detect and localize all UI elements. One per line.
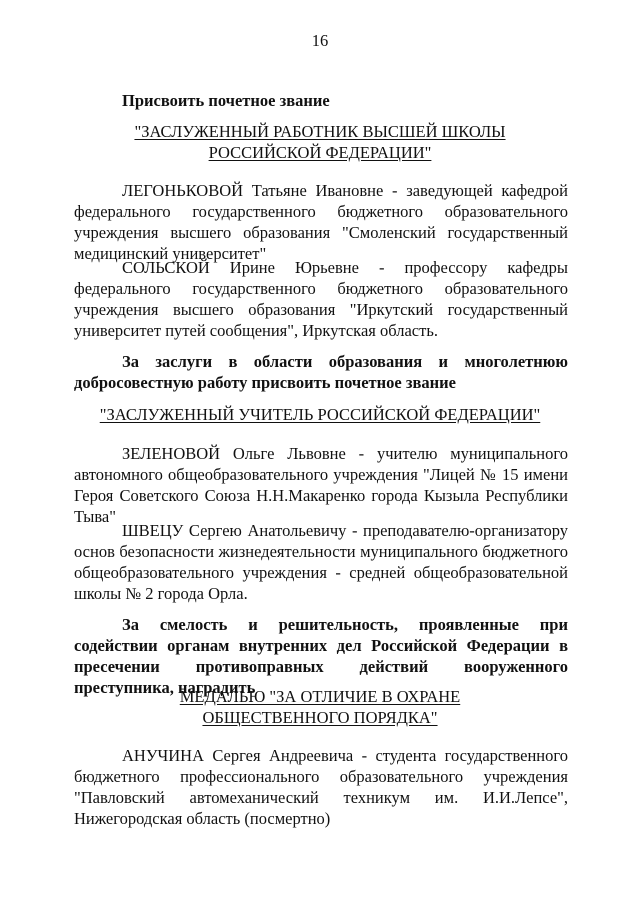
section2-paragraph2: ШВЕЦУ Сергею Анатольевичу - преподавателю-организатору основ безопасности жизнедеятельности муниципального бюджетного общеобразовательного учреждения - средней общеобразовательной школы № 2 города Орла. <box>74 521 568 603</box>
section2-title: "ЗАСЛУЖЕННЫЙ УЧИТЕЛЬ РОССИЙСКОЙ ФЕДЕРАЦИИ" <box>99 405 541 424</box>
page-number: 16 <box>311 31 329 50</box>
section3-title-line2: ОБЩЕСТВЕННОГО ПОРЯДКА" <box>202 708 438 727</box>
section1-paragraph2: СОЛЬСКОЙ Ирине Юрьевне - профессору кафедры федерального государственного бюджетного образовательного учреждения высшего образования "Иркутский государственный университет путей сообщения", Иркутская область. <box>74 258 568 340</box>
section2-paragraph1: ЗЕЛЕНОВОЙ Ольге Львовне - учителю муниципального автономного общеобразовательного учреждения "Лицей № 15 имени Героя Советского Союза Н.Н.Макаренко города Кызыла Республики Тыва" <box>74 444 568 526</box>
section1-paragraph1: ЛЕГОНЬКОВОЙ Татьяне Ивановне - заведующей кафедрой федерального государственного бюджетного образовательного учреждения высшего образования "Смоленский государственный медицинский университет" <box>74 181 568 263</box>
section3-paragraph1: АНУЧИНА Сергея Андреевича - студента государственного бюджетного профессионального образовательного учреждения "Павловский автомеханический техникум им. И.И.Лепсе", Нижегородская область (посмертно) <box>74 746 568 828</box>
section1-title-line2: РОССИЙСКОЙ ФЕДЕРАЦИИ" <box>208 143 432 162</box>
section2-intro: За заслуги в области образования и многолетнюю добросовестную работу присвоить почетное звание <box>74 352 568 392</box>
section3-intro: За смелость и решительность, проявленные при содействии органам внутренних дел Российской Федерации в пресечении противоправных действий вооруженного преступника, наградить <box>74 615 568 697</box>
section1-intro: Присвоить почетное звание <box>122 91 330 110</box>
section3-title-line1: МЕДАЛЬЮ "ЗА ОТЛИЧИЕ В ОХРАНЕ <box>179 687 461 706</box>
section1-title-line1: "ЗАСЛУЖЕННЫЙ РАБОТНИК ВЫСШЕЙ ШКОЛЫ <box>134 122 506 141</box>
